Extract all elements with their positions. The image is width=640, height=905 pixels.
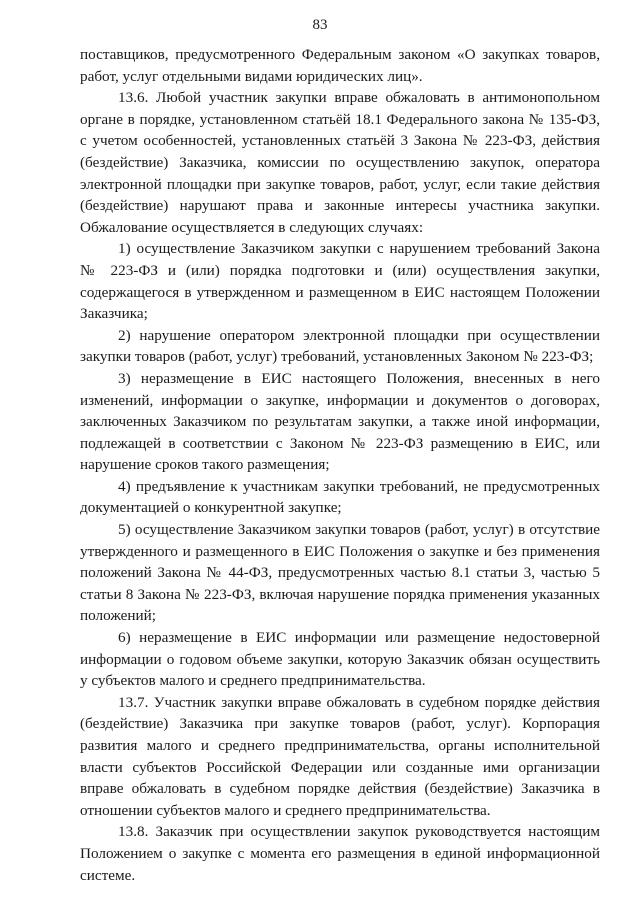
list-item-1: 1) осуществление Заказчиком закупки с нарушением требований Закона № 223-ФЗ и (или) порядка подготовки и (или) осуществления закупки, содержащегося в утвержденном и размещенном в ЕИС настоящем Положении Заказчика;	[80, 240, 600, 323]
document-body	[80, 44, 600, 886]
list-item-5: 5) осуществление Заказчиком закупки товаров (работ, услуг) в отсутствие утвержденного и размещенного в ЕИС Положения о закупке и без применения положений Закона № 44-ФЗ, предусмотренных частью 8.1 статьи 3, частью 5 статьи 8 Закона № 223-ФЗ, включая нарушение порядка применения указанных положений;	[80, 521, 600, 625]
list-item-4: 4) предъявление к участникам закупки требований, не предусмотренных документацией о конкурентной закупке;	[80, 477, 600, 517]
paragraph-13-8: 13.8. Заказчик при осуществлении закупок руководствуется настоящим Положением о закупке с момента его размещения в единой информационной системе.	[80, 823, 600, 884]
list-item-3: 3) неразмещение в ЕИС настоящего Положения, внесенных в него изменений, информации о закупке, информации и документов о договорах, заключенных Заказчиком по результатам закупки, а также иной информации, подлежащей в соответствии с Законом № 223-ФЗ размещению в ЕИС, или нарушение сроков такого размещения;	[80, 369, 600, 474]
paragraph-continuation: поставщиков, предусмотренного Федеральным законом «О закупках товаров, работ, услуг отдельными видами юридических лиц».	[80, 46, 600, 85]
page-number: 83	[312, 17, 328, 33]
list-item-6: 6) неразмещение в ЕИС информации или размещение недостоверной информации о годовом объеме закупки, которую Заказчик обязан осуществить у субъектов малого и среднего предпринимательства.	[80, 629, 600, 690]
paragraph-13-7: 13.7. Участник закупки вправе обжаловать в судебном порядке действия (бездействие) Заказчика при закупке товаров (работ, услуг). Корпорация развития малого и среднего предпринимательства, органы исполнительной власти субъектов Российской Федерации или созданные ими организации вправе обжаловать в судебном порядке действия (бездействие) Заказчика в отношении субъектов малого и среднего предпринимательства.	[80, 693, 600, 819]
list-item-2: 2) нарушение оператором электронной площадки при осуществлении закупки товаров (работ, услуг) требований, установленных Законом № 223-ФЗ;	[80, 326, 600, 366]
paragraph-13-6: 13.6. Любой участник закупки вправе обжаловать в антимонопольном органе в порядке, установленном статьёй 18.1 Федерального закона № 135-ФЗ, с учетом особенностей, установленных статьёй 3 Закона № 223-ФЗ, действия (бездействие) Заказчика, комиссии по осуществлению закупок, оператора электронной площадки при закупке товаров, работ, услуг, если такие действия (бездействие) нарушают права и законные интересы участника закупки. Обжалование осуществляется в следующих случаях:	[80, 89, 600, 236]
